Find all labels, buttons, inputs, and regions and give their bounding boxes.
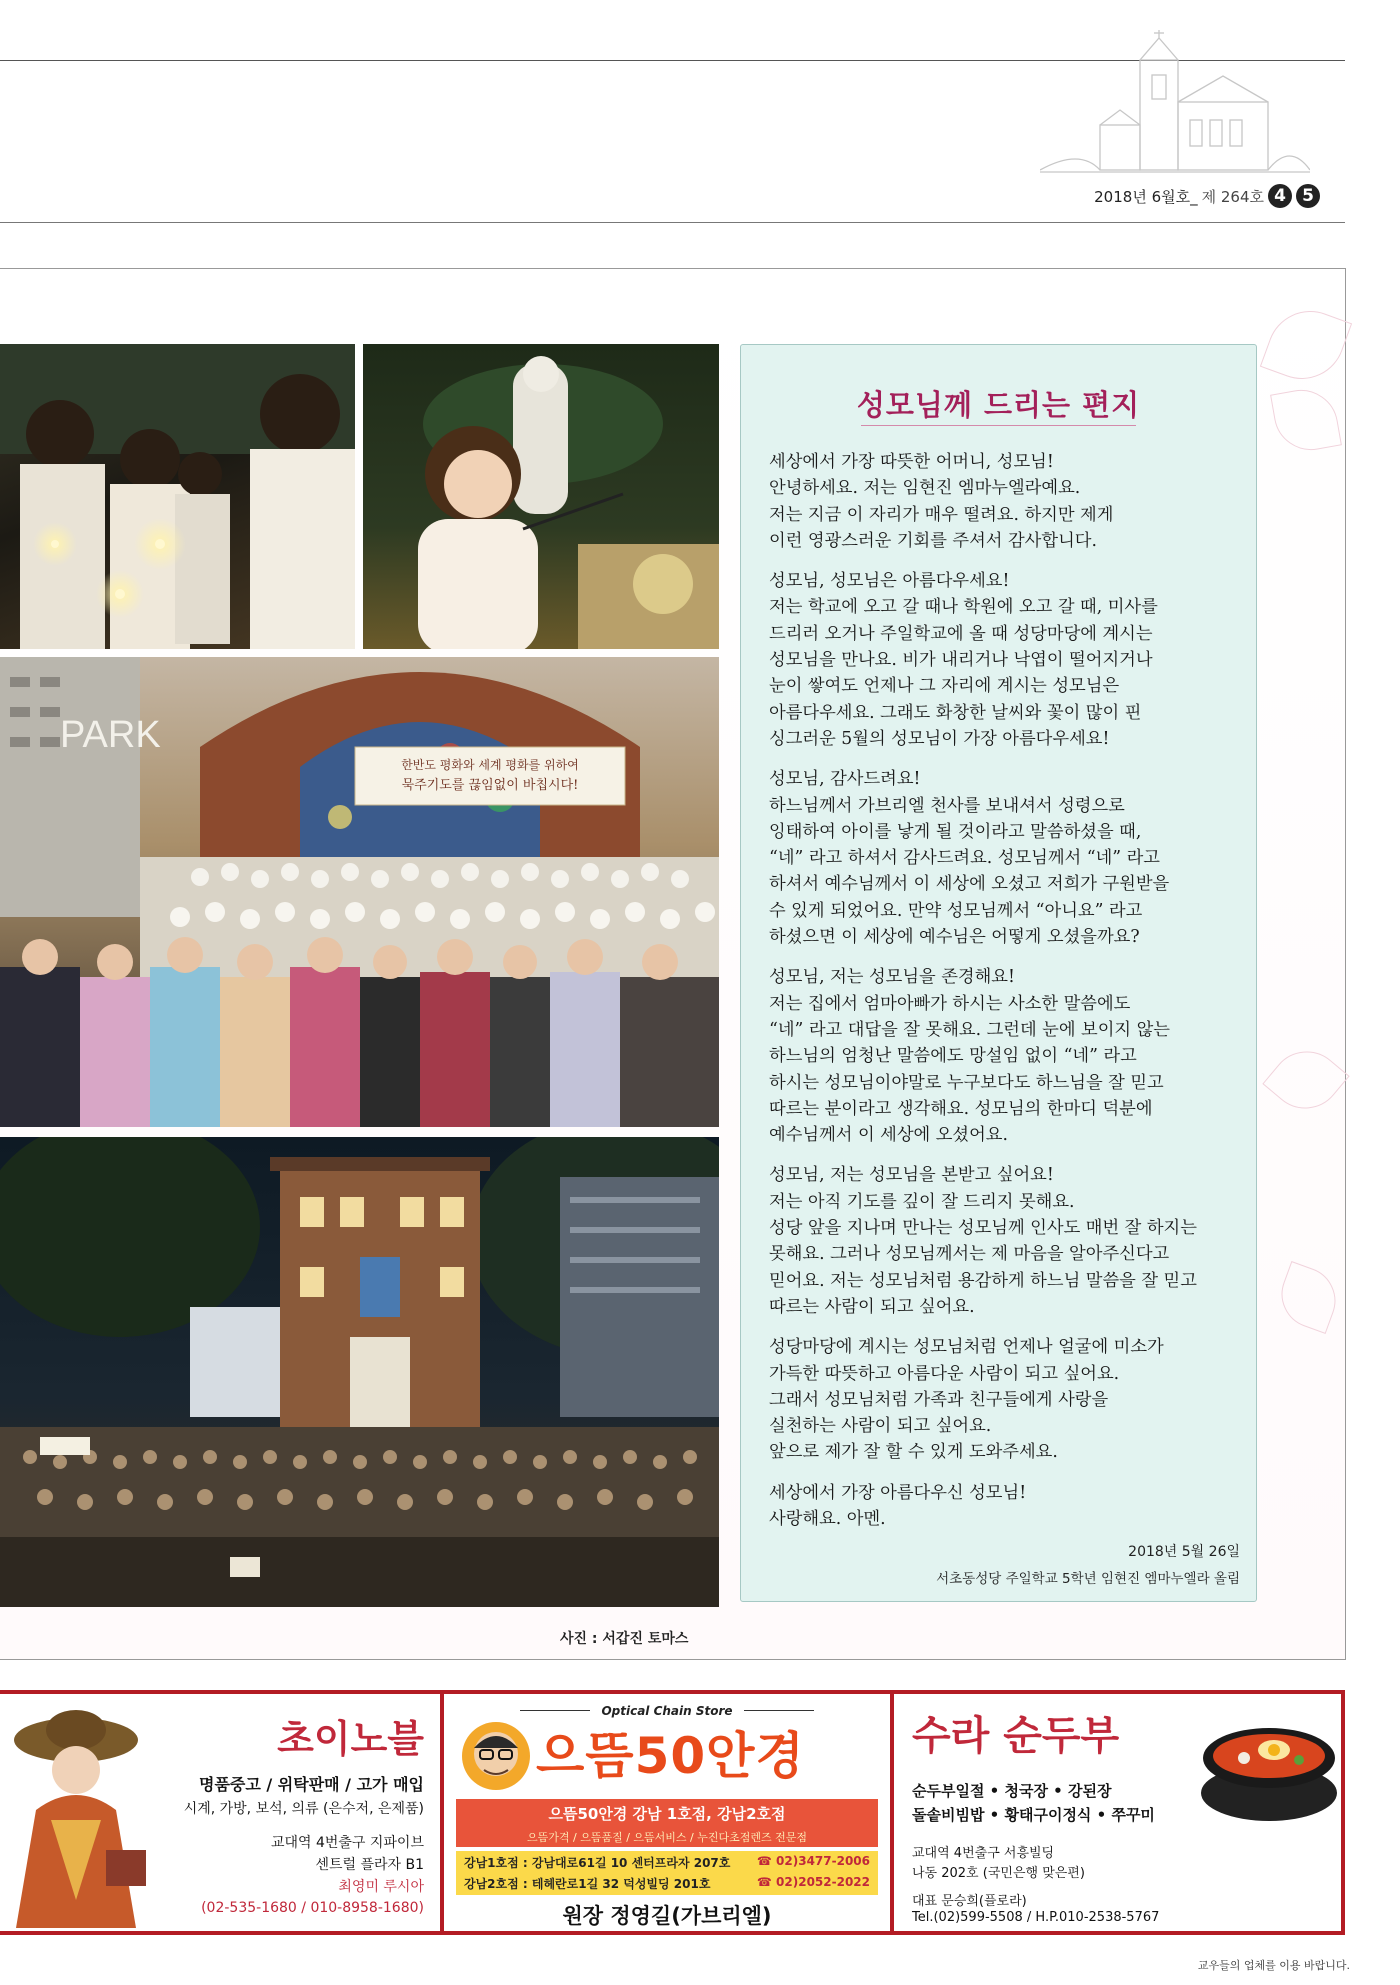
banner-line2: 묵주기도를 끊임없이 바칩시다! bbox=[401, 778, 579, 793]
letter-line: 성모님, 저는 성모님을 존경해요! bbox=[769, 967, 1015, 988]
title-underline bbox=[861, 425, 1136, 426]
photo-building-night bbox=[0, 1137, 719, 1607]
letter-body bbox=[769, 449, 1239, 1546]
ad1-name: 초이노블 bbox=[277, 1717, 424, 1761]
ad3-phone: Tel.(02)599-5508 / H.P.010-2538-5767 bbox=[912, 1910, 1160, 1925]
letter-line: 저는 지금 이 자리가 매우 떨려요. 하지만 제게 bbox=[769, 504, 1114, 525]
ad2-addr1: 강남1호점 : 강남대로61길 10 센터프라자 207호 bbox=[464, 1856, 731, 1870]
ad2-addr2: 강남2호점 : 테헤란로1길 32 덕성빌딩 201호 bbox=[464, 1877, 711, 1891]
letter-line: 드리러 오거나 주일학교에 올 때 성당마당에 계시는 bbox=[769, 623, 1153, 644]
letter-line: 성모님, 감사드려요! bbox=[769, 769, 921, 790]
decor-petal bbox=[1262, 1036, 1349, 1123]
letter-date: 2018년 5월 26일 bbox=[1128, 1544, 1240, 1560]
letter-line: 성당마당에 계시는 성모님처럼 언제나 얼굴에 미소가 bbox=[769, 1337, 1164, 1358]
letter-line: 저는 학교에 오고 갈 때나 학원에 오고 갈 때, 미사를 bbox=[769, 597, 1158, 618]
decor-petal bbox=[1270, 384, 1342, 456]
letter-paragraph bbox=[769, 568, 1239, 752]
ad1-addr1: 교대역 4번출구 지파이브 bbox=[270, 1835, 424, 1851]
ad-choinoble bbox=[0, 1694, 440, 1931]
ad-sura-sundubu bbox=[894, 1694, 1341, 1931]
ad3-addr2: 나동 202호 (국민은행 맞은편) bbox=[912, 1866, 1085, 1881]
letter-line: 성모님, 저는 성모님을 본받고 싶어요! bbox=[769, 1165, 1054, 1186]
ad3-rep: 대표 문승희(플로라) bbox=[912, 1894, 1027, 1909]
ad1-line1: 명품중고 / 위탁판매 / 고가 매입 bbox=[198, 1775, 424, 1794]
ad2-phone2: ☎ 02)2052-2022 bbox=[756, 1875, 870, 1889]
header-bottom-rule bbox=[0, 222, 1345, 223]
ad2-address-box bbox=[456, 1851, 878, 1895]
letter-box bbox=[740, 344, 1257, 1602]
letter-line: 실천하는 사람이 되고 싶어요. bbox=[769, 1416, 992, 1437]
letter-line: 안녕하세요. 저는 임현진 엠마누엘라예요. bbox=[769, 478, 1081, 499]
letter-line: 하느님의 엄청난 말씀에도 망설임 없이 “네” 라고 bbox=[769, 1046, 1137, 1067]
letter-line: 눈이 쌓여도 언제나 그 자리에 계시는 성모님은 bbox=[769, 676, 1120, 697]
letter-paragraph bbox=[769, 964, 1239, 1148]
letter-line: 하느님께서 가브리엘 천사를 보내셔서 성령으로 bbox=[769, 795, 1125, 816]
letter-line: 그래서 성모님처럼 가족과 친구들에게 사랑을 bbox=[769, 1389, 1109, 1410]
photo-caption: 사진 : 서갑진 토마스 bbox=[560, 1631, 689, 1647]
letter-signature: 서초동성당 주일학교 5학년 임현진 엠마누엘라 올림 bbox=[936, 1571, 1240, 1587]
ad1-addr2: 센트럴 플라자 B1 bbox=[315, 1857, 424, 1873]
photo-church-crowd bbox=[0, 657, 719, 1127]
letter-line: 따르는 사람이 되고 싶어요. bbox=[769, 1296, 975, 1317]
ad3-menu1: 순두부일절 • 청국장 • 강된장 bbox=[912, 1782, 1112, 1800]
letter-line: 예수님께서 이 세상에 오셨어요. bbox=[769, 1125, 1008, 1146]
ad2-branch-bar bbox=[456, 1799, 878, 1847]
banner-line1: 한반도 평화와 세계 평화를 위하여 bbox=[401, 758, 579, 772]
ad3-name: 수라 순두부 bbox=[912, 1713, 1120, 1759]
decor-petal bbox=[1272, 1261, 1345, 1334]
letter-paragraph bbox=[769, 449, 1239, 554]
letter-line: 세상에서 가장 따뜻한 어머니, 성모님! bbox=[769, 452, 1054, 472]
letter-line: 세상에서 가장 아름다우신 성모님! bbox=[769, 1482, 1027, 1503]
letter-line: “네” 라고 하셔서 감사드려요. 성모님께서 “네” 라고 bbox=[769, 848, 1160, 869]
issue-date: 2018년 6월호_ bbox=[1094, 187, 1198, 206]
letter-line: 잉태하여 아이를 낳게 될 것이라고 말씀하셨을 때, bbox=[769, 821, 1142, 842]
issue-info bbox=[1094, 184, 1320, 208]
letter-line: 따르는 분이라고 생각해요. 성모님의 한마디 덕분에 bbox=[769, 1098, 1153, 1119]
letter-paragraph bbox=[769, 1334, 1239, 1465]
ad-eutteum-optical bbox=[444, 1694, 890, 1931]
letter-line: 이런 영광스러운 기회를 주셔서 감사합니다. bbox=[769, 530, 1097, 551]
footer-note: 교우들의 업체를 이용 바랍니다. bbox=[1197, 1959, 1350, 1972]
photo-girl-reading bbox=[363, 344, 719, 649]
park-sign: PARK bbox=[60, 714, 161, 756]
letter-line: 하셔서 예수님께서 이 세상에 오셨고 저희가 구원받을 bbox=[769, 874, 1170, 895]
letter-title: 성모님께 드리는 편지 bbox=[856, 388, 1141, 422]
ad3-menu2: 돌솥비빔밥 • 황태구이정식 • 쭈꾸미 bbox=[912, 1806, 1155, 1824]
optician-portrait bbox=[460, 1718, 532, 1794]
letter-paragraph bbox=[769, 766, 1239, 950]
ad2-branch: 으뜸50안경 강남 1호점, 강남2호점 bbox=[548, 1805, 786, 1823]
ad1-phone: (02-535-1680 / 010-8958-1680) bbox=[201, 1900, 424, 1916]
letter-line: 저는 집에서 엄마아빠가 하시는 사소한 말씀에도 bbox=[769, 993, 1131, 1014]
letter-paragraph bbox=[769, 1480, 1239, 1533]
letter-line: 수 있게 되었어요. 만약 성모님께서 “아니요” 라고 bbox=[769, 900, 1143, 921]
letter-line: 싱그러운 5월의 성모님이 가장 아름다우세요! bbox=[769, 728, 1110, 749]
ad3-addr1: 교대역 4번출구 서흥빌딩 bbox=[912, 1846, 1055, 1861]
letter-line: 못해요. 그러나 성모님께서는 제 마음을 알아주신다고 bbox=[769, 1244, 1170, 1265]
page-number-right: 5 bbox=[1296, 184, 1320, 208]
ad1-owner: 최영미 루시아 bbox=[338, 1879, 424, 1895]
letter-line: 성모님, 성모님은 아름다우세요! bbox=[769, 571, 1010, 592]
letter-line: 믿어요. 저는 성모님처럼 용감하게 하느님 말씀을 잘 믿고 bbox=[769, 1270, 1197, 1291]
letter-paragraph bbox=[769, 1162, 1239, 1320]
ad1-line2: 시계, 가방, 보석, 의류 (은수저, 은제품) bbox=[183, 1801, 424, 1817]
letter-line: “네” 라고 대답을 잘 못해요. 그런데 눈에 보이지 않는 bbox=[769, 1019, 1170, 1040]
letter-line: 저는 아직 기도를 깊이 잘 드리지 못해요. bbox=[769, 1191, 1075, 1212]
church-illustration bbox=[1040, 30, 1310, 180]
ad2-director: 원장 정영길(가브리엘) bbox=[562, 1904, 772, 1928]
fashion-illustration bbox=[6, 1700, 166, 1928]
ad2-name: 으뜸50안경 bbox=[536, 1727, 805, 1785]
letter-line: 가득한 따뜻하고 아름다운 사람이 되고 싶어요. bbox=[769, 1363, 1120, 1384]
letter-line: 하셨으면 이 세상에 예수님은 어떻게 오셨을까요? bbox=[769, 927, 1140, 948]
letter-line: 성당 앞을 지나며 만나는 성모님께 인사도 매번 잘 하지는 bbox=[769, 1218, 1197, 1239]
page-number-left: 4 bbox=[1268, 184, 1292, 208]
photo-children-candles bbox=[0, 344, 355, 649]
ad2-features: 으뜸가격 / 으뜸품질 / 으뜸서비스 / 누진다초점렌즈 전문점 bbox=[527, 1831, 807, 1844]
letter-line: 하시는 성모님이야말로 누구보다도 하느님을 잘 믿고 bbox=[769, 1072, 1164, 1093]
letter-line: 앞으로 제가 잘 할 수 있게 도와주세요. bbox=[769, 1442, 1058, 1463]
letter-line: 아름다우세요. 그래도 화창한 날씨와 꽃이 많이 핀 bbox=[769, 702, 1142, 723]
ad2-phone1: ☎ 02)3477-2006 bbox=[756, 1854, 870, 1868]
letter-line: 사랑해요. 아멘. bbox=[769, 1508, 886, 1529]
ad2-tag-text: Optical Chain Store bbox=[601, 1704, 733, 1718]
issue-number: 제 264호 bbox=[1201, 187, 1264, 206]
decor-petal bbox=[1260, 299, 1352, 391]
ads-section bbox=[0, 1690, 1345, 1935]
letter-line: 성모님을 만나요. 비가 내리거나 낙엽이 떨어지거나 bbox=[769, 650, 1153, 671]
stew-pot-image bbox=[1194, 1698, 1339, 1828]
